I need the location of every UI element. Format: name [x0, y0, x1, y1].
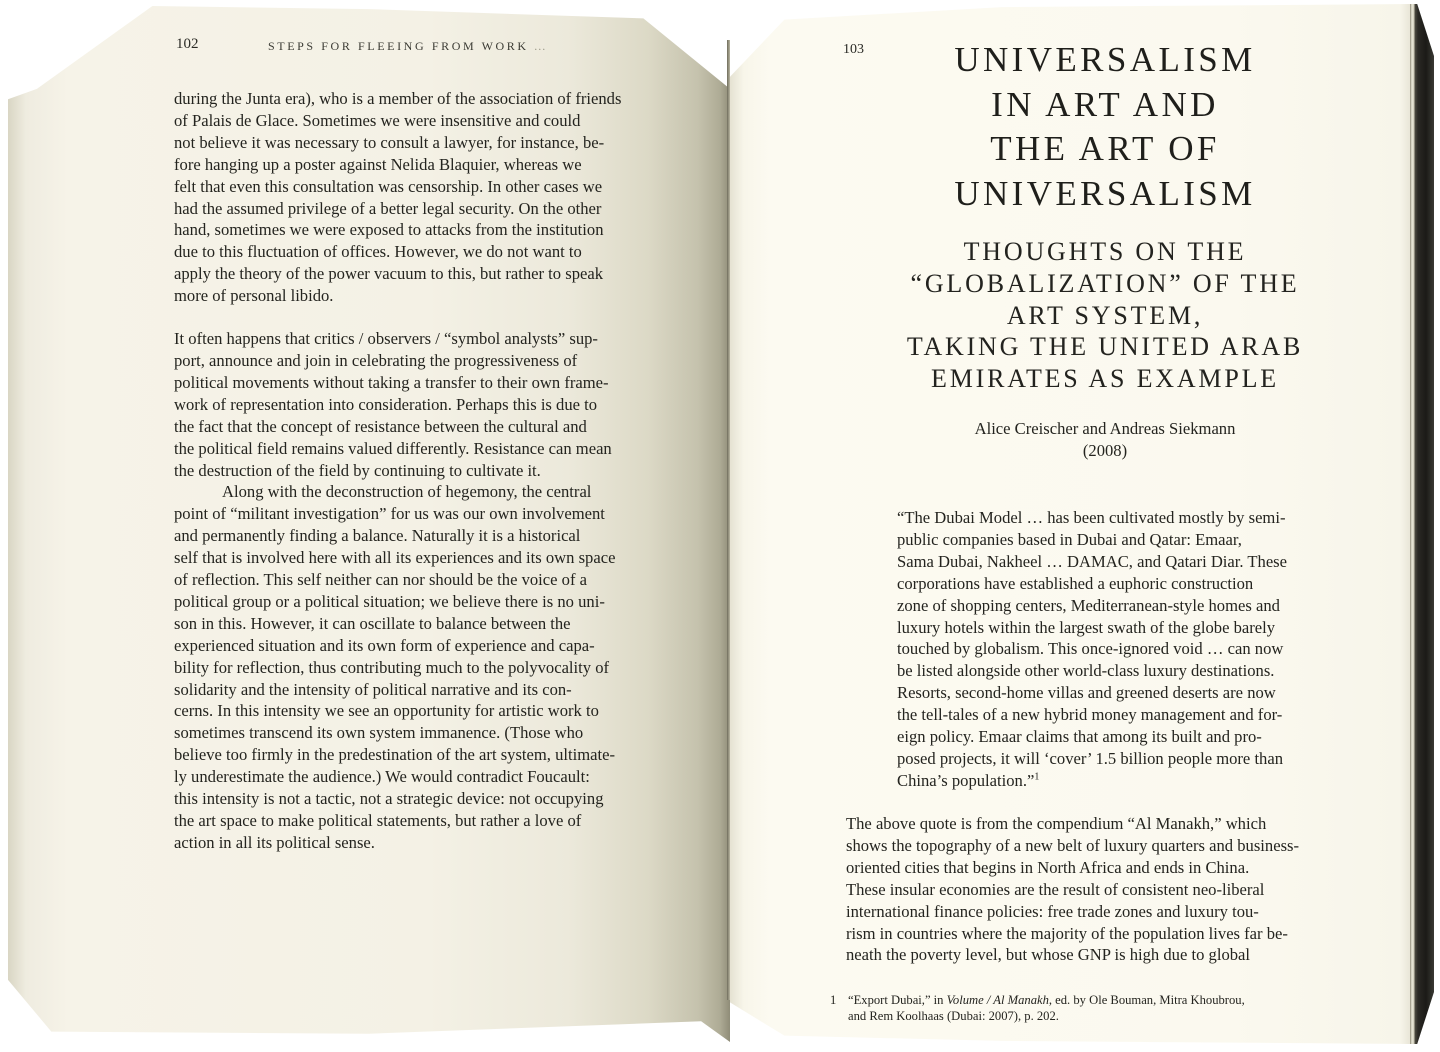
paragraph-gap	[174, 307, 694, 328]
title-line: IN ART AND	[991, 84, 1219, 124]
text-line: international finance policies: free trade zones and luxury tou-	[846, 901, 1259, 921]
text-line: due to this fluctuation of offices. However, we do not want to	[174, 242, 582, 262]
quote-line: Resorts, second-home villas and greened deserts are now	[897, 683, 1276, 703]
text-line: apply the theory of the power vacuum to this, but rather to speak	[174, 264, 604, 284]
year: (2008)	[1082, 441, 1128, 460]
text-line: political group or a political situation; we believe there is no uni-	[174, 591, 605, 611]
quote-line: “The Dubai Model … has been cultivated mostly by semi-	[897, 508, 1286, 527]
left-page-text	[174, 88, 694, 854]
text-line: rism in countries where the majority of the population lives far be-	[846, 923, 1288, 943]
text-line: the destruction of the field by continuing to cultivate it.	[174, 460, 541, 480]
paragraph	[174, 481, 694, 853]
text-line: solidarity and the intensity of political narrative and its con-	[174, 679, 572, 699]
quote-line: posed projects, it will ‘cover’ 1.5 billion people more than	[897, 748, 1284, 768]
text-line: this intensity is not a tactic, not a strategic device: not occupying	[174, 789, 604, 809]
text-line: port, announce and join in celebrating the progressiveness of	[174, 350, 578, 370]
footnote-suffix: , ed. by Ole Bouman, Mitra Khoubrou,	[1048, 993, 1245, 1007]
right-page-text	[846, 813, 1366, 966]
running-title	[268, 39, 546, 54]
text-line: The above quote is from the compendium “Al Manakh,” which	[846, 814, 1267, 833]
quote-line: zone of shopping centers, Mediterranean-style homes and	[897, 595, 1280, 615]
text-line: neath the poverty level, but whose GNP is high due to global	[846, 945, 1251, 965]
text-line: the art space to make political statements, but rather a love of	[174, 811, 582, 830]
footnote-prefix: “Export Dubai,” in	[848, 993, 947, 1007]
text-line: These insular economies are the result of consistent neo-liberal	[846, 879, 1265, 899]
quote-line: the tell-tales of a new hybrid money management and for-	[897, 705, 1283, 725]
text-line: political movements without taking a transfer to their own frame-	[174, 372, 609, 392]
subtitle-line: TAKING THE UNITED ARAB	[906, 332, 1304, 362]
title-line: UNIVERSALISM	[954, 40, 1256, 79]
authors: Alice Creischer and Andreas Siekmann	[974, 419, 1236, 438]
footnote-line: and Rem Koolhaas (Dubai: 2007), p. 202.	[848, 1009, 1059, 1023]
subtitle-line: EMIRATES AS EXAMPLE	[931, 364, 1279, 394]
text-line: had the assumed privilege of a better legal security. On the other	[174, 198, 602, 218]
footnote-line	[848, 992, 1368, 1008]
text-line: of Palais de Glace. Sometimes we were insensitive and could	[174, 110, 581, 130]
subtitle-line: “GLOBALIZATION” OF THE	[910, 268, 1300, 298]
text-line: It often happens that critics / observers / “symbol analysts” sup-	[174, 329, 598, 349]
text-line: oriented cities that begins in North Africa and ends in China.	[846, 857, 1250, 877]
title-line: UNIVERSALISM	[954, 173, 1256, 213]
block-quote	[897, 507, 1367, 792]
byline	[860, 418, 1350, 462]
running-title-ellipsis: ...	[534, 39, 547, 53]
text-line: experienced situation and its own form of experience and capa-	[174, 635, 595, 655]
text-line: ly underestimate the audience.) We would contradict Foucault:	[174, 767, 590, 787]
text-line: not believe it was necessary to consult a lawyer, for instance, be-	[174, 132, 605, 152]
text-line: point of “militant investigation” for us was our own involvement	[174, 504, 605, 524]
quote-line: eign policy. Emaar claims that among its built and pro-	[897, 727, 1262, 747]
text-line: felt that even this consultation was censorship. In other cases we	[174, 176, 603, 196]
quote-line: public companies based in Dubai and Qatar: Emaar,	[897, 529, 1242, 549]
quote-line: touched by globalism. This once-ignored void … can now	[897, 639, 1284, 659]
quote-line: corporations have established a euphoric construction	[897, 573, 1254, 593]
text-line: the political field remains valued differently. Resistance can mean	[174, 438, 612, 458]
footnote-marker[interactable]: 1	[1034, 771, 1040, 783]
text-line: Along with the deconstruction of hegemony, the central	[222, 482, 592, 502]
text-line: and permanently finding a balance. Naturally it is a historical	[174, 526, 581, 546]
subtitle-line: THOUGHTS ON THE	[963, 237, 1247, 266]
paragraph	[174, 328, 694, 481]
page-block-edge	[1410, 4, 1434, 1044]
text-line: hand, sometimes we were exposed to attacks from the institution	[174, 220, 604, 240]
quote-line: be listed alongside other world-class luxury destinations.	[897, 661, 1275, 681]
text-line: bility for reflection, thus contributing much to the polyvocality of	[174, 657, 610, 677]
text-line: self that is involved here with all its experiences and its own space	[174, 548, 616, 568]
footnote-text	[848, 992, 1368, 1024]
right-page-number: 103	[843, 42, 864, 57]
text-line: work of representation into consideration. Perhaps this is due to	[174, 394, 598, 414]
paragraph	[174, 88, 694, 307]
text-line: son in this. However, it can oscillate to balance between the	[174, 613, 571, 633]
text-line: more of personal libido.	[174, 286, 334, 306]
quote-line: luxury hotels within the largest swath of the globe barely	[897, 617, 1276, 637]
footnote-number: 1	[830, 993, 837, 1007]
book-gutter	[727, 40, 730, 1000]
running-title-text: STEPS FOR FLEEING FROM WORK	[268, 39, 529, 53]
text-line: of reflection. This self neither can nor should be the voice of a	[174, 570, 588, 590]
quote-last-text: China’s population.”	[897, 770, 1035, 790]
text-line: the fact that the concept of resistance between the cultural and	[174, 416, 587, 436]
text-line: sometimes transcend its own system immanence. (Those who	[174, 723, 584, 743]
text-line: during the Junta era), who is a member of the association of friends	[174, 89, 622, 108]
footnote-italic-title: Volume / Al Manakh	[946, 993, 1049, 1007]
title-line: THE ART OF	[990, 129, 1220, 168]
subtitle-line: ART SYSTEM,	[1006, 300, 1204, 330]
chapter-subtitle	[860, 236, 1350, 395]
text-line: cerns. In this intensity we see an opportunity for artistic work to	[174, 701, 599, 721]
quote-line: Sama Dubai, Nakheel … DAMAC, and Qatari Diar. These	[897, 551, 1288, 571]
text-line: action in all its political sense.	[174, 832, 375, 852]
text-line: fore hanging up a poster against Nelida Blaquier, whereas we	[174, 154, 582, 174]
chapter-title	[890, 38, 1320, 216]
quote-line	[897, 770, 1367, 792]
left-page-number: 102	[176, 36, 199, 52]
text-line: shows the topography of a new belt of luxury quarters and business-	[846, 835, 1300, 855]
text-line: believe too firmly in the predestination of the art system, ultimate-	[174, 745, 615, 765]
